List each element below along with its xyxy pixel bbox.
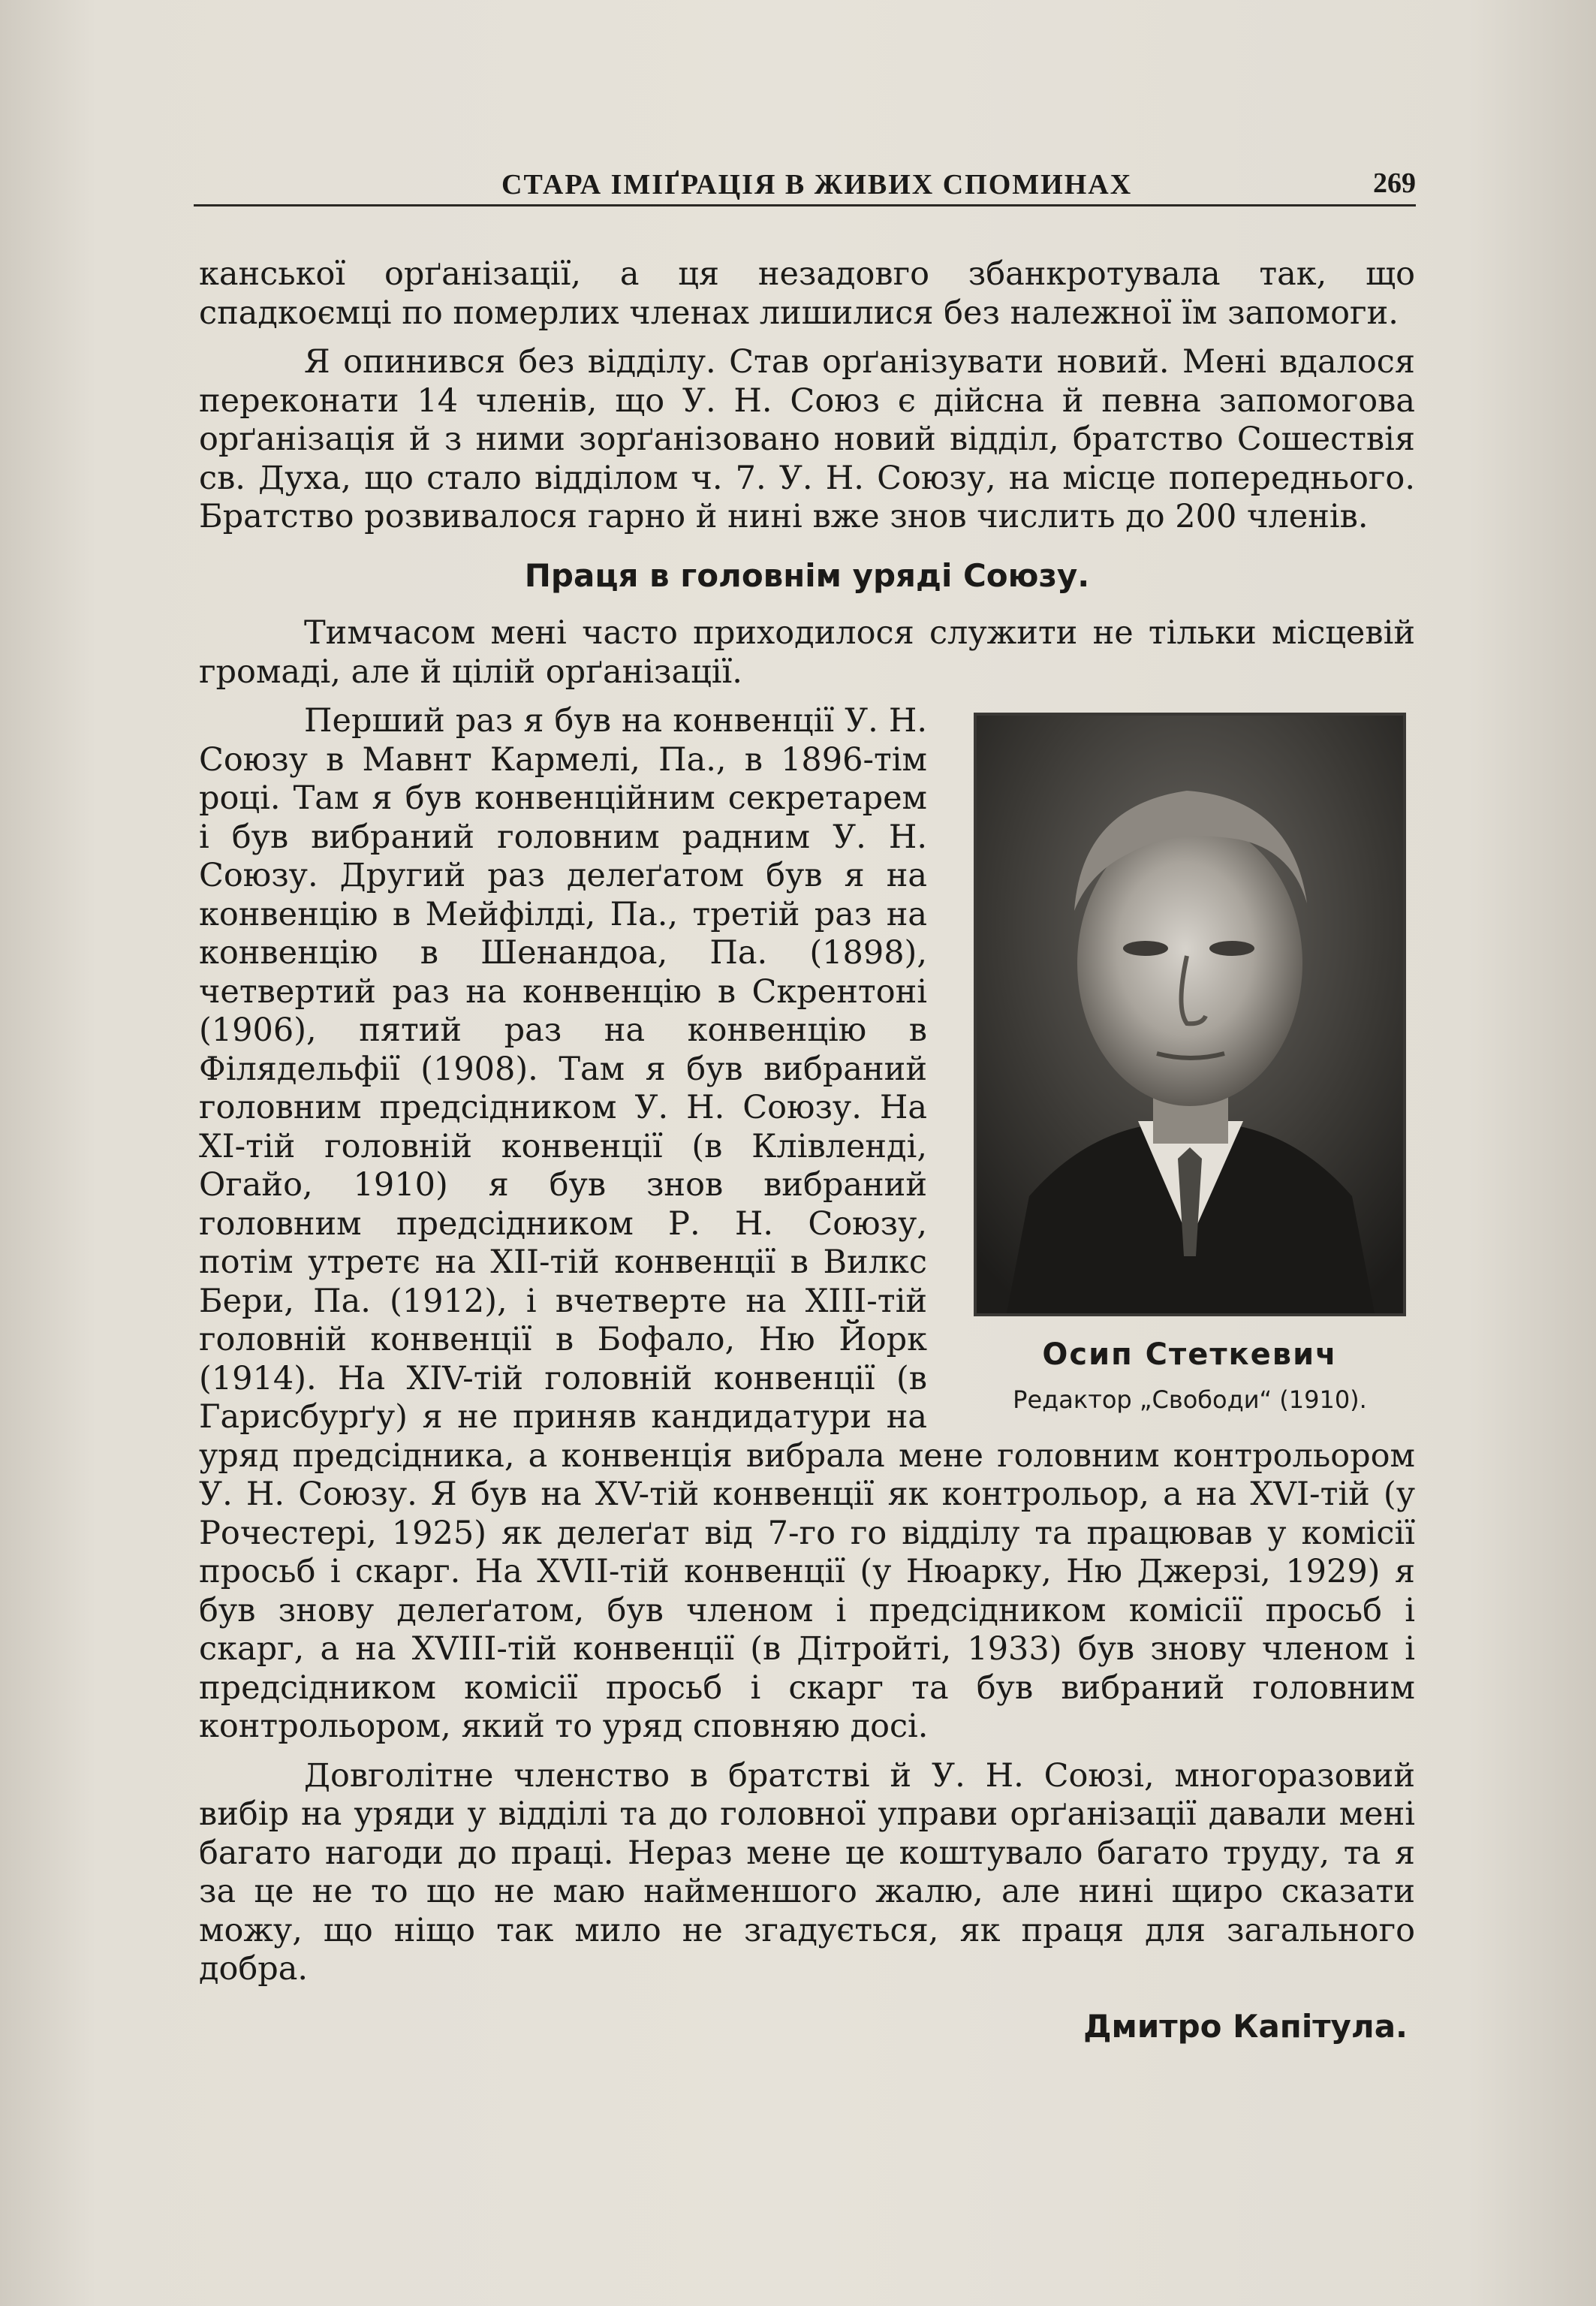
caption-name: Осип Стеткевич — [1042, 1337, 1338, 1372]
page-number: 269 — [1373, 167, 1416, 199]
main-text — [199, 255, 1415, 2045]
author-signature: Дмитро Капітула. — [1083, 2007, 1408, 2045]
paragraph-1: канської орґанізації, а ця незадовго збанкротувала так, що спадкоємці по померлих членах лишилися без належної їм запомоги. — [199, 255, 1415, 332]
portrait-figure — [965, 713, 1415, 1419]
paragraph-3: Тимчасом мені часто приходилося служити не тільки місцевій громаді, але й цілій орґанізації. — [199, 614, 1415, 691]
section-heading: Праця в головнім уряді Союзу. — [524, 556, 1090, 594]
running-header — [194, 159, 1416, 206]
portrait-image — [977, 716, 1403, 1313]
running-title: СТАРА ІМІҐРАЦІЯ В ЖИВИХ СПОМИНАХ — [501, 169, 1133, 200]
portrait-photo — [974, 713, 1406, 1316]
paragraph-5: Довголітне членство в братстві й У. Н. Союзі, многоразовий вибір на уряди у відділі та до головної управи орґанізації давали мені багато нагоди до праці. Нераз мене це коштувало багато труду, та я за це не то що не маю найменшого жалю, але нині щиро сказати можу, що ніщо так мило не згадується, як праця для загального добра. — [199, 1756, 1415, 1988]
caption-subtitle: Редактор „Свободи“ (1910). — [1013, 1385, 1367, 1414]
paragraph-4: Перший раз я був на конвенції У. Н. Союзу в Мавнт Кармелі, Па., в 1896-тім році. Там я був конвенційним секретарем і був вибраний головним радним У. Н. Союзу. Другий раз делеґатом був я на конвенцію в Мейфілді, Па., третій раз на конвенцію в Шенандоа, Па. (1898), четвертий раз на конвенцію в Скрентоні (1906), пятий раз на конвенцію в Філядельфії (1908). Там я був вибраний головним предсідником У. Н. Союзу. На XI-тій головній конвенції (в Клівленді, Огайо, 1910) я був знов вибраний головним предсідником Р. Н. Союзу, потім утретє на XII-тій конвенції в Вилкс Бери, Па. (1912), і вчетверте на XIII-тій головній конвенції в Бофало, Ню Йорк (1914). На XIV-тій головній конвенції (в Гарисбурґу) я не приняв кандидатури на уряд предсідника, а конвенція вибрала мене головним контрольором У. Н. Союзу. Я був на XV-тій конвенції як контрольор, а на XVI-тій (у Рочестері, 1925) як делеґат від 7-го го відділу та працював у комісії просьб і скарг. На XVII-тій конвенції (у Нюарку, Ню Джерзі, 1929) я був знову делеґатом, був членом і предсідником комісії просьб і скарг, а на XVIII-тій конвенції (в Дітройті, 1933) був знову членом і предсідником комісії просьб і скарг та був вибраний головним контрольором, який то уряд сповняю досі. — [199, 702, 1415, 1745]
paragraph-2: Я опинився без відділу. Став орґанізувати новий. Мені вдалося переконати 14 членів, що У. Н. Союз є дійсна й певна запомогова орґанізація й з ними зорґанізовано новий відділ, братство Сошествія св. Духа, що стало відділом ч. 7. У. Н. Союзу, на місце попереднього. Братство розвивалося гарно й нині вже знов числить до 200 членів. — [199, 343, 1415, 535]
